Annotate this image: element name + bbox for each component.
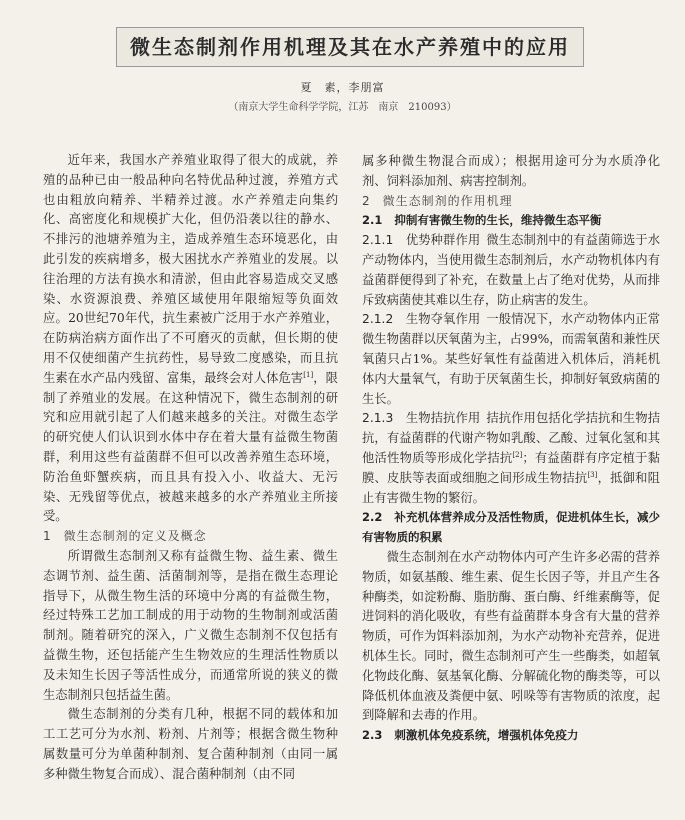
citation-ref: [1]: [303, 370, 314, 379]
right-column: [362, 152, 660, 746]
title-box: [116, 27, 584, 67]
paragraph-2-1-2: 2.1.2 生物夺氧作用 一般情况下，水产动物体内正常微生物菌群以厌氧菌为主，占99%，而需氧菌和兼性厌氧菌只占1%。某些好氧性有益菌进入机体后，消耗机体内大量氧气，有助于厌氧菌生长，抑制好氧致病菌的生长。: [362, 312, 660, 406]
article-title: 微生态制剂作用机理及其在水产养殖中的应用: [130, 35, 570, 59]
subsection-2-1-heading: 2.1 抑制有害微生物的生长，维持微生态平衡: [362, 213, 602, 228]
subsection-2-3-heading: 2.3 刺激机体免疫系统，增强机体免疫力: [362, 728, 579, 743]
section-2-heading: 2 微生态制剂的作用机理: [362, 193, 513, 208]
intro-paragraph: 近年来，我国水产养殖业取得了很大的成就，养殖的品种已由一般品种向名特优品种过渡，养殖方式也由粗放向精养、半精养过渡。水产养殖走向集约化、高密度化和规模扩大化，但仍沿袭以往的静水、不排污的池塘养殖为主，造成养殖生态环境恶化，由此引发的疾病增多，极大困扰水产养殖业的发展。以往治理的方法有换水和清淤，但由此容易造成交叉感染、水资源浪费、养殖区域使用年限缩短等负面效应。20世纪70年代，抗生素被广泛用于水产养殖业，在防病治病方面作出了不可磨灭的贡献，但长期的使用不仅使细菌产生抗药性，易导致二度感染，而且抗生素在水产品内残留、富集，最终会对人体危害[1]，限制了养殖业的发展。在这种情况下，微生态制剂的研究和应用就引起了人们越来越多的关注。对微生态学的研究使人们认识到水体中存在着大量有益微生物菌群，利用这些有益菌群不但可以改善养殖生态环境，防治鱼虾蟹疾病，而且具有投入小、收益大、无污染、无残留等优点，被越来越多的水产养殖业主所接受。: [43, 153, 338, 524]
left-column: [43, 151, 338, 785]
paragraph-2-2: 微生态制剂在水产动物体内可产生许多必需的营养物质，如氨基酸、维生素、促生长因子等，并且产生各种酶类，如淀粉酶、脂肪酶、蛋白酶、纤维素酶等，促进饲料的消化吸收，有些有益菌群本身含有大量的营养物质，可作为饵料添加剂，为水产动物补充营养，促进机体生长。同时，微生态制剂可产生一些酶类，如超氧化物歧化酶、氨基氧化酶、分解硫化物的酶类等，可以降低机体血液及粪便中氨、吲哚等有害物质的浓度，起到降解和去毒的作用。: [362, 549, 660, 723]
section-1-heading: 1 微生态制剂的定义及概念: [43, 529, 207, 544]
continued-paragraph: 属多种微生物混合而成）；根据用途可分为水质净化剂、饲料添加剂、病害控制剂。: [362, 154, 660, 188]
affiliation: （南京大学生命科学学院，江苏 南京 210093）: [228, 102, 457, 113]
citation-ref: [3]: [587, 470, 598, 479]
paragraph-2-1-3: 2.1.3 生物拮抗作用 拮抗作用包括化学拮抗和生物拮抗，有益菌群的代谢产物如乳酸、乙酸、过氧化氢和其他活性物质等形成化学拮抗[2]；有益菌群有序定植于黏膜、皮肤等表面或细胞之间形成生物拮抗[3]，抵御和阻止有害微生物的繁衍。: [362, 411, 660, 505]
paragraph-2-1-1: 2.1.1 优势种群作用 微生态制剂中的有益菌筛选于水产动物体内，当使用微生态制剂后，水产动物机体内有益菌群便得到了补充，在数量上占了绝对优势，从而排斥致病菌使其难以生存，防止病害的发生。: [362, 233, 660, 307]
section-1-paragraph: 所谓微生态制剂又称有益微生物、益生素、微生态调节剂、益生菌、活菌制剂等，是指在微生态理论指导下，从微生物生活的环境中分离的有益微生物，经过特殊工艺加工制成的用于动物的生物制剂或活菌制剂。随着研究的深入，广义微生态制剂不仅包括有益微生物，还包括能产生生物效应的生理活性物质以及未知生长因子等活性成分，而通常所说的狭义的微生态制剂只包括益生菌。: [43, 548, 338, 702]
citation-ref: [2]: [512, 450, 523, 459]
subsection-2-2-heading: 2.2 补充机体营养成分及活性物质，促进机体生长，减少有害物质的积累: [362, 510, 660, 545]
section-1-paragraph: 微生态制剂的分类有几种，根据不同的载体和加工工艺可分为水剂、粉剂、片剂等；根据含微生物种属数量可分为单菌种制剂、复合菌种制剂（由同一属多种微生物复合而成）、混合菌种制剂（由不同: [43, 707, 338, 781]
authors: 夏 素，李朋富: [300, 81, 385, 94]
